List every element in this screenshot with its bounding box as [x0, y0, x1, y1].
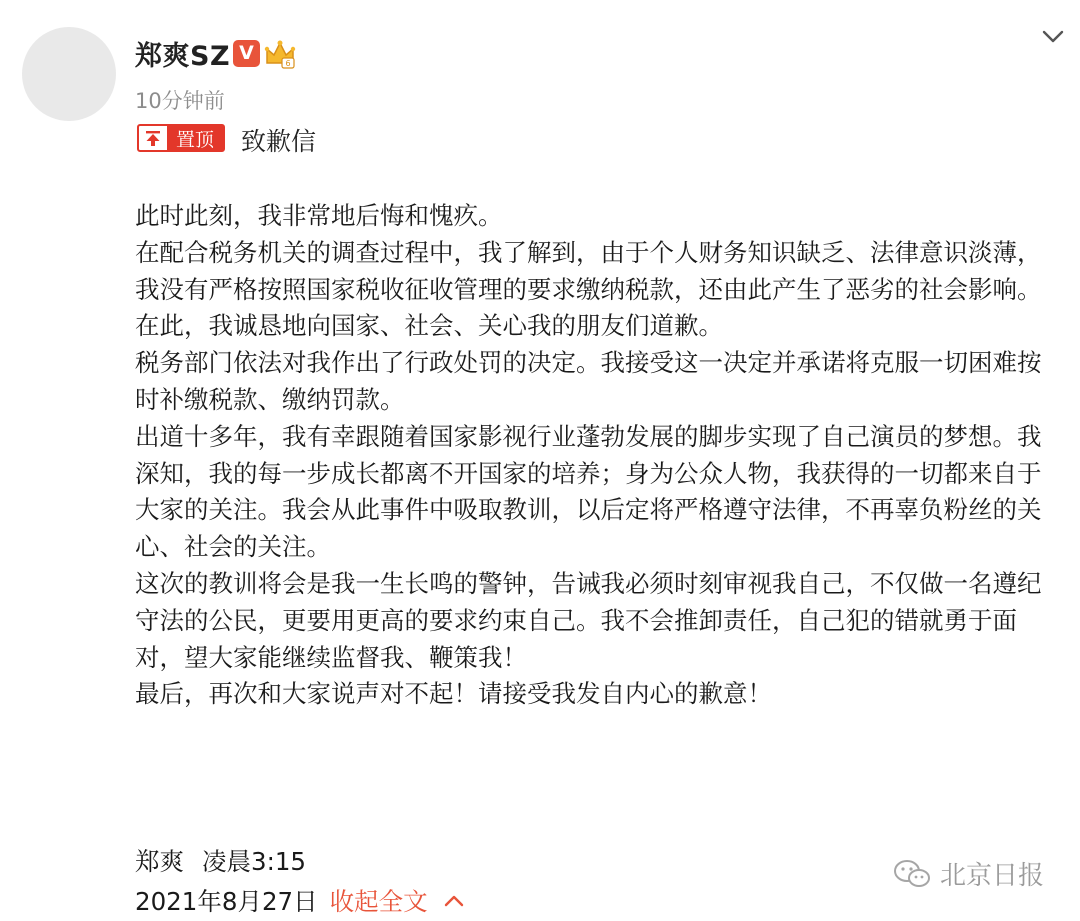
paragraph: 出道十多年，我有幸跟随着国家影视行业蓬勃发展的脚步实现了自己演员的梦想。我深知，我的每一步成长都离不开国家的培养；身为公众人物，我获得的一切都来自于大家的关注。我会从此事件中吸取教训，以后定将严格遵守法律，不再辜负粉丝的关心、社会的关注。: [135, 421, 1042, 562]
chevron-up-icon: [444, 894, 464, 908]
wechat-icon: [892, 858, 934, 890]
avatar[interactable]: [22, 27, 116, 121]
pin-icon: [139, 126, 167, 150]
signature-name: 郑爽: [135, 847, 184, 876]
post-timestamp: 10分钟前: [135, 89, 225, 113]
pin-label: 置顶: [167, 126, 223, 150]
pin-tag: [137, 124, 225, 152]
signature-time: 凌晨3:15: [202, 847, 307, 876]
signature: [135, 843, 306, 878]
collapse-label: 收起全文: [329, 887, 428, 916]
watermark-text: 北京日报: [940, 861, 1045, 891]
chevron-down-icon[interactable]: [1040, 24, 1066, 50]
date-row: [135, 883, 464, 918]
author-name[interactable]: 郑爽SZ: [135, 41, 231, 72]
paragraph: 在配合税务机关的调查过程中，我了解到，由于个人财务知识缺乏、法律意识淡薄，我没有严格按照国家税收征收管理的要求缴纳税款，还由此产生了恶劣的社会影响。在此，我诚恳地向国家、社会、关心我的朋友们道歉。: [135, 237, 1042, 341]
post-title: 致歉信: [241, 127, 317, 156]
post-body: [135, 198, 1050, 713]
verified-badge-icon: V: [233, 40, 260, 67]
paragraph: 税务部门依法对我作出了行政处罚的决定。我接受这一决定并承诺将克服一切困难按时补缴税款、缴纳罚款。: [135, 348, 1042, 414]
crown-icon: [263, 37, 297, 71]
post-date: 2021年8月27日: [135, 887, 318, 916]
svg-text:6: 6: [285, 59, 291, 68]
paragraph: 此时此刻，我非常地后悔和愧疚。: [135, 201, 503, 230]
watermark: [892, 855, 1044, 892]
paragraph: 最后，再次和大家说声对不起！请接受我发自内心的歉意！: [135, 679, 772, 709]
collapse-button[interactable]: [330, 883, 464, 918]
paragraph: 这次的教训将会是我一生长鸣的警钟，告诫我必须时刻审视我自己，不仅做一名遵纪守法的公民，更要用更高的要求约束自己。我不会推卸责任，自己犯的错就勇于面对，望大家能继续监督我、鞭策我！: [135, 568, 1042, 672]
